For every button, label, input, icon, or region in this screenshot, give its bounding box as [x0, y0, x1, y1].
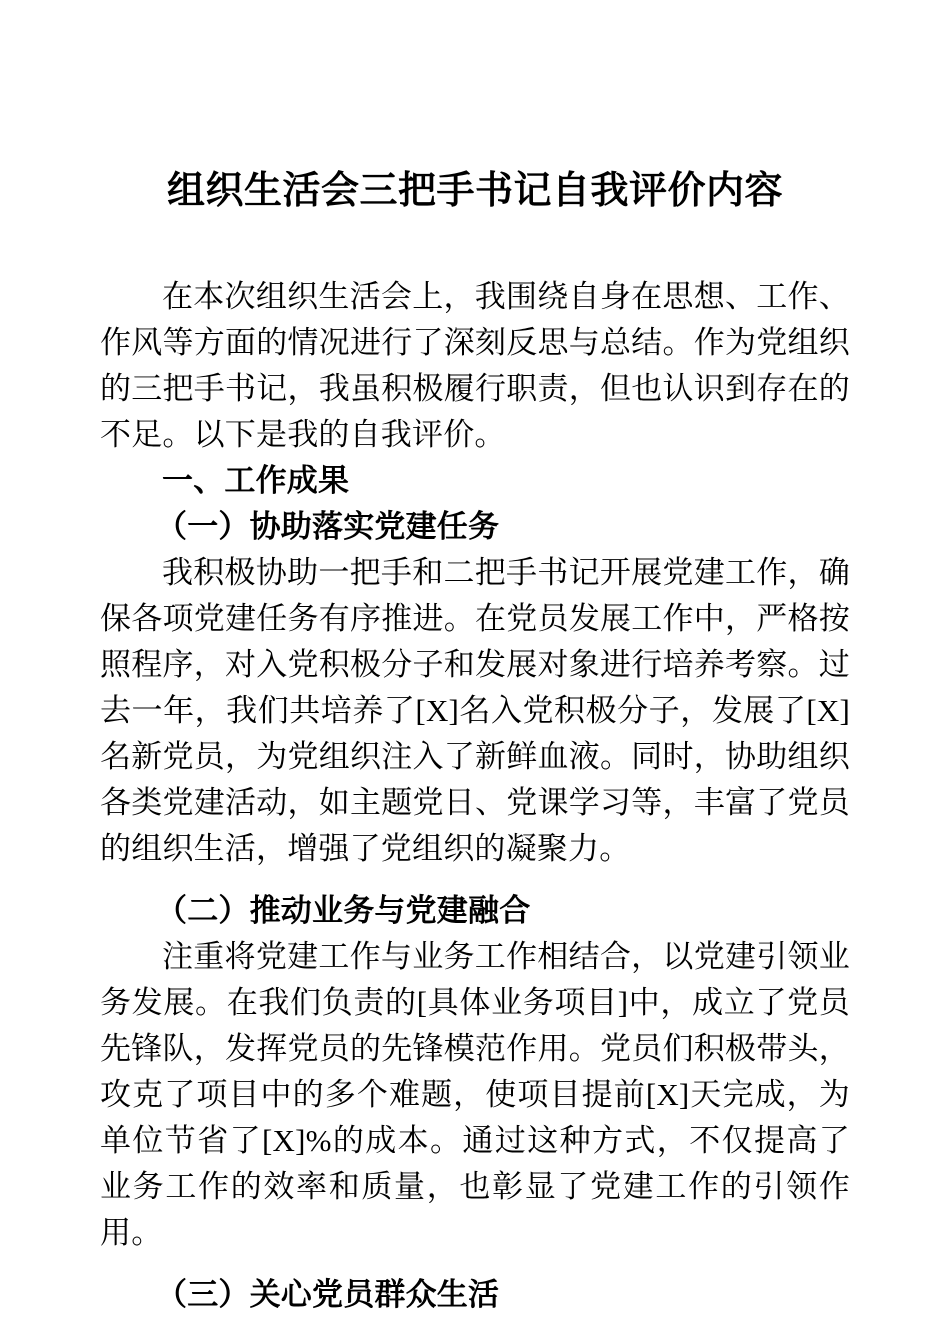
subsection-heading-1-1: （一）协助落实党建任务 — [156, 509, 500, 544]
document-body — [100, 0, 850, 1318]
subsection-paragraph-1-2: 注重将党建工作与业务工作相结合，以党建引领业务发展。在我们负责的[具体业务项目]中，成立了党员先锋队，发挥党员的先锋模范作用。党员们积极带头，攻克了项目中的多个难题，使项目提前[X]天完成，为单位节省了[X]%的成本。通过这种方式，不仅提高了业务工作的效率和质量，也彰显了党建工作的引领作用。 — [100, 939, 850, 1250]
intro-paragraph: 在本次组织生活会上，我围绕自身在思想、工作、作风等方面的情况进行了深刻反思与总结。作为党组织的三把手书记，我虽积极履行职责，但也认识到存在的不足。以下是我的自我评价。 — [100, 279, 850, 452]
section-heading-1: 一、工作成果 — [162, 463, 350, 498]
page-title: 组织生活会三把手书记自我评价内容 — [166, 170, 783, 212]
subsection-heading-1-2: （二）推动业务与党建融合 — [156, 893, 531, 928]
subsection-heading-1-3: （三）关心党员群众生活 — [156, 1277, 500, 1312]
subsection-paragraph-1-1: 我积极协助一把手和二把手书记开展党建工作，确保各项党建任务有序推进。在党员发展工作中，严格按照程序，对入党积极分子和发展对象进行培养考察。过去一年，我们共培养了[X]名入党积极分子，发展了[X]名新党员，为党组织注入了新鲜血液。同时，协助组织各类党建活动，如主题党日、党课学习等，丰富了党员的组织生活，增强了党组织的凝聚力。 — [100, 555, 850, 866]
